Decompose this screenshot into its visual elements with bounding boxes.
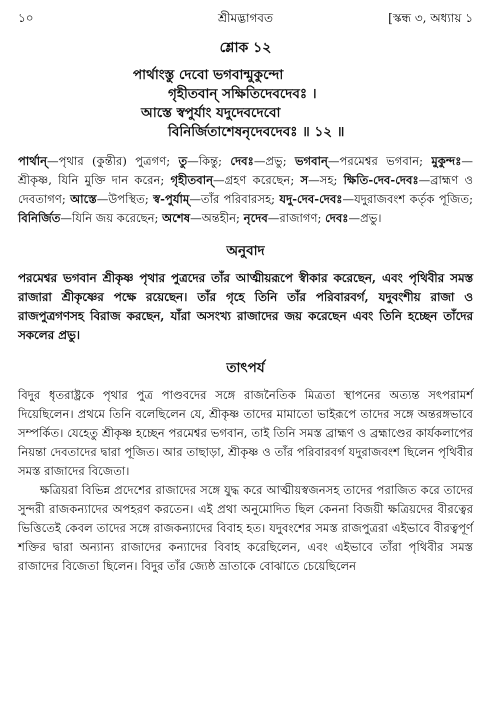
synonym-word: বিনির্জিত <box>18 211 61 225</box>
synonym-word: নৃদেব <box>243 211 268 225</box>
synonym-entry <box>162 211 244 225</box>
synonym-meaning: —পৃথার (কুন্তীর) পুত্রগণ; <box>47 154 179 168</box>
synonym-word: মুকুন্দঃ <box>431 154 462 168</box>
verse-line-4: বিনির্জিতাশেষনৃদেবদেবঃ ॥ ১২ ॥ <box>168 124 345 140</box>
synonym-word: স <box>300 173 309 187</box>
synonym-entry <box>279 192 473 206</box>
synonym-meaning: —শ্রীকৃষ্ণ, যিনি মুক্তি দান করেন; <box>18 154 473 187</box>
synonym-word: যদু-দেব-দেবঃ <box>279 192 343 206</box>
verse-line-1: পার্থাংস্তু দেবো ভগবান্মুকুন্দো <box>133 67 284 83</box>
page-number: ১০ <box>18 11 34 25</box>
synonym-word: ভগবান্ <box>294 154 328 168</box>
synonym-word: ক্ষিতি-দেব-দেবঃ <box>343 173 419 187</box>
synonym-meaning: —উপস্থিত; <box>96 192 154 206</box>
synonym-word: পার্থান্ <box>18 154 48 168</box>
synonym-meaning: —ব্রাহ্মণ ও দেবতাগণ; <box>18 173 473 206</box>
synonym-meaning: —পরমেশ্বর ভগবান; <box>327 154 432 168</box>
synonym-meaning: —গ্রহণ করেছেন; <box>213 173 301 187</box>
synonym-meaning: —প্রভু; <box>253 154 295 168</box>
purport-paragraph: ক্ষত্রিয়রা বিভিন্ন প্রদেশের রাজাদের সঙ্গে যুদ্ধ করে আত্মীয়স্বজনসহ তাদের পরাজিত করে তাদের সুন্দরী রাজকন্যাদের অপহরণ করতেন। এই প্রথা অনুমোদিত ছিল কেননা বিজয়ী ক্ষত্রিয়দের বীরত্বের ভিত্তিতেই কেবল তাদের সঙ্গে রাজকন্যাদের বিবাহ হত। যদুবংশের সমস্ত রাজপুত্ররা এইভাবে বীরত্বপূর্ণ শক্তির দ্বারা অন্যান্য রাজাদের কন্যাদের বিবাহ করেছিলেন, এবং এইভাবে তাঁরা পৃথিবীর সমস্ত রাজাদের বিজেতা ছিলেন। বিদুর তাঁর জ্যেষ্ঠ ভ্রাতাকে বোঝাতে চেয়েছিলেন <box>18 483 473 573</box>
verse-line-2: গৃহীতবান্‌ সক্ষিতিদেবদেবঃ । <box>168 86 317 102</box>
synonym-entry <box>18 154 178 168</box>
verse-title: শ্লোক ১২ <box>219 40 272 56</box>
word-meanings <box>18 152 473 228</box>
synonym-meaning: —তাঁর পরিবারসহ; <box>189 192 280 206</box>
synonym-entry <box>178 154 230 168</box>
synonym-entry <box>171 173 301 187</box>
synonym-meaning: —রাজাগণ; <box>267 211 326 225</box>
synonym-entry <box>295 154 431 168</box>
purport-paragraph: বিদুর ধৃতরাষ্ট্রকে পৃথার পুত্র পাণ্ডবদের সঙ্গে রাজনৈতিক মিত্রতা স্থাপনের অত্যন্ত সৎপরামর্শ দিয়েছিলেন। প্রথমে তিনি বলেছিলেন যে, শ্রীকৃষ্ণ তাদের মামাতো ভাইরূপে তাদের সঙ্গে অন্তরঙ্গভাবে সম্পর্কিত। যেহেতু শ্রীকৃষ্ণ হচ্ছেন পরমেশ্বর ভগবান, তাই তিনি সমস্ত ব্রাহ্মণ ও ব্রহ্মাণ্ডের কার্যকলাপের নিয়ন্তা দেবতাদের দ্বারা পূজিত। আর তাছাড়া, শ্রীকৃষ্ণ ও তাঁর পরিবারবর্গ যদুরাজবংশ ছিলেন পৃথিবীর সমস্ত রাজাদের বিজেতা। <box>18 388 473 478</box>
synonym-meaning: —যিনি জয় করেছেন; <box>60 211 163 225</box>
synonym-word: তু <box>178 154 188 168</box>
synonym-word: গৃহীতবান্ <box>170 173 213 187</box>
synonym-entry <box>300 173 343 187</box>
synonym-word: দেবঃ <box>230 154 254 168</box>
synonym-word: দেবঃ <box>325 211 349 225</box>
synonym-meaning: —অন্তহীন; <box>190 211 244 225</box>
synonym-meaning: —সহ; <box>308 173 344 187</box>
verse-block <box>18 36 473 142</box>
synonym-meaning: —প্রভু। <box>348 211 382 225</box>
purport-heading: তাৎপর্য <box>226 360 265 376</box>
synonym-word: স্ব-পুর্যাম্ <box>153 192 190 206</box>
chapter-reference: [স্কন্ধ ৩, অধ্যায় ১ <box>388 11 473 25</box>
synonym-word: অশেষ <box>162 211 191 225</box>
page-header <box>18 10 473 30</box>
synonym-meaning: —যদুরাজবংশ কর্তৃক পূজিত; <box>342 192 474 206</box>
synonym-entry <box>70 192 153 206</box>
synonym-word: আস্তে <box>70 192 97 206</box>
synonym-entry <box>18 211 162 225</box>
synonym-entry <box>230 154 295 168</box>
translation-heading: অনুবাদ <box>226 243 265 259</box>
synonym-entry <box>244 211 325 225</box>
translation-text: পরমেশ্বর ভগবান শ্রীকৃষ্ণ পৃথার পুত্রদের তাঁর আত্মীয়রূপে স্বীকার করেছেন, এবং পৃথিবীর সমস্ত রাজারা শ্রীকৃষ্ণের পক্ষে রয়েছেন। তাঁর গৃহে তিনি তাঁর পরিবারবর্গ, যদুবংশীয় রাজা ও রাজপুত্রগণসহ বিরাজ করছেন, যাঁরা অসংখ্য রাজাদের জয় করেছেন এবং তিনি হচ্ছেন তাঁদের সকলের প্রভু। <box>18 271 473 342</box>
purport-body <box>18 386 473 576</box>
verse-line-3: আস্তে স্বপুর্যাং যদুদেবদেবো <box>141 105 281 121</box>
book-title: শ্রীমদ্ভাগবত <box>217 11 273 25</box>
synonym-entry <box>325 211 381 225</box>
synonym-entry <box>153 192 279 206</box>
synonym-meaning: —কিন্তু; <box>187 154 231 168</box>
